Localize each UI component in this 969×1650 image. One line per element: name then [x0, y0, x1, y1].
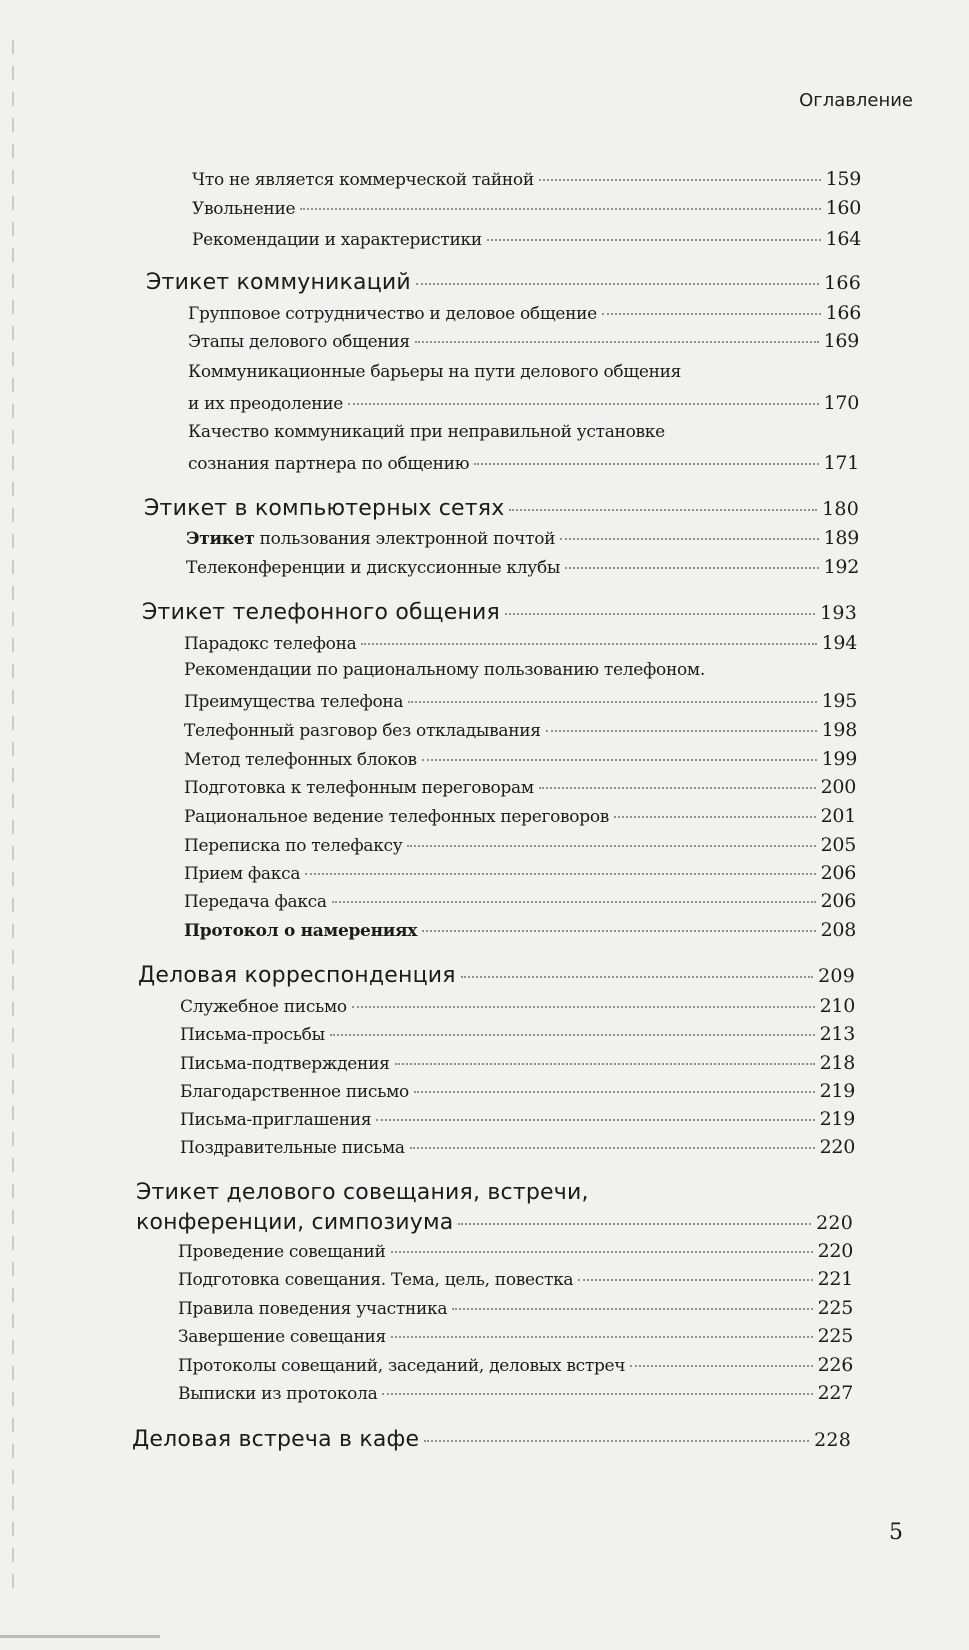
toc-entry: [184, 660, 857, 680]
toc-entry-title-text: Проведение совещаний: [178, 1242, 386, 1262]
running-head: Оглавление: [799, 90, 913, 111]
toc-entry-title: [186, 558, 560, 578]
dot-leader: [414, 1091, 815, 1093]
toc-entry: [186, 527, 859, 549]
toc-entry-title-text: Рекомендации по рациональному пользованию телефоном.: [184, 660, 705, 680]
toc-entry-title: [180, 1082, 409, 1102]
toc-entry-title-text: Рекомендации и характеристики: [192, 230, 482, 250]
toc-entry-page: 164: [825, 228, 861, 250]
dot-leader: [458, 1223, 811, 1225]
toc-entry: [184, 862, 856, 884]
toc-entry-title-text: Благодарственное письмо: [180, 1082, 409, 1102]
dot-leader: [505, 613, 815, 615]
toc-entry-title-bold: Этикет: [186, 529, 255, 549]
toc-entry-page: 171: [823, 452, 859, 474]
dot-leader: [332, 901, 816, 903]
dot-leader: [391, 1336, 813, 1338]
toc-entry-title: [184, 836, 402, 856]
page-bottom-edge: [0, 1635, 160, 1638]
toc-entry-title: [180, 1025, 325, 1045]
toc-entry-title-text: Завершение совещания: [178, 1327, 386, 1347]
toc-entry-title-text: Этапы делового общения: [188, 332, 410, 352]
toc-entry-title: [184, 692, 403, 712]
toc-entry: [192, 168, 861, 190]
toc-entry: [180, 1023, 855, 1045]
toc-entry-title: [180, 997, 347, 1017]
toc-entry-page: 160: [825, 197, 861, 219]
toc-entry-title: [178, 1270, 573, 1290]
toc-entry: [142, 600, 857, 625]
toc-entry: [188, 362, 859, 382]
toc-entry-title-text: Поздравительные письма: [180, 1138, 405, 1158]
toc-entry-title-text: Рациональное ведение телефонных переговоров: [184, 807, 610, 827]
toc-entry-page: 225: [817, 1325, 853, 1347]
dot-leader: [408, 701, 816, 703]
dot-leader: [305, 873, 815, 875]
toc-entry-title: [142, 600, 500, 625]
toc-entry-title-text: Этикет в компьютерных сетях: [144, 496, 505, 521]
toc-entry-title-text: Правила поведения участника: [178, 1299, 448, 1319]
toc-entry-title-bold: Протокол о намерениях: [184, 921, 418, 941]
toc-entry-page: 159: [825, 168, 861, 190]
toc-entry-page: 189: [823, 527, 859, 549]
toc-entry-title-text: Переписка по телефаксу: [184, 836, 403, 856]
toc-entry-title: [178, 1327, 386, 1347]
dot-leader: [361, 643, 816, 645]
dot-leader: [407, 845, 815, 847]
toc-entry-page: 219: [819, 1080, 855, 1102]
toc-entry-page: 205: [820, 834, 856, 856]
toc-entry: [184, 632, 857, 654]
dot-leader: [452, 1308, 812, 1310]
toc-entry-page: 195: [821, 690, 857, 712]
toc-entry-title-text: Метод телефонных блоков: [184, 750, 417, 770]
toc-entry-page: 193: [820, 602, 857, 624]
toc-entry: [184, 776, 856, 798]
dot-leader: [391, 1251, 813, 1253]
toc-entry-page: 208: [820, 919, 856, 941]
toc-entry-page: 220: [817, 1240, 853, 1262]
toc-entry: [188, 392, 859, 414]
toc-entry-title-text: Протоколы совещаний, заседаний, деловых встреч: [178, 1356, 626, 1376]
toc-entry: [136, 1210, 853, 1235]
toc-entry: [184, 805, 856, 827]
toc-entry-page: 201: [820, 805, 856, 827]
toc-entry-title-text: и их преодоление: [188, 394, 344, 414]
toc-entry-title-text: Письма-подтверждения: [180, 1054, 390, 1074]
toc-entry-title-text: Письма-приглашения: [180, 1110, 372, 1130]
toc-entry-title-text: Парадокс телефона: [184, 634, 357, 654]
toc-entry: [188, 330, 859, 352]
toc-entry-title: [180, 1138, 405, 1158]
toc-entry-title: [178, 1242, 386, 1262]
toc-entry-title: [184, 778, 534, 798]
toc-entry-title-text: Преимущества телефона: [184, 692, 404, 712]
toc-entry-title: [178, 1299, 447, 1319]
toc-entry-page: 169: [823, 330, 859, 352]
dot-leader: [539, 179, 821, 181]
toc-entry-title: [186, 529, 555, 549]
toc-entry-title-text: пользования электронной почтой: [254, 529, 556, 549]
toc-entry-title-text: Деловая встреча в кафе: [132, 1427, 420, 1452]
toc-entry-title: [192, 170, 534, 190]
toc-entry: [188, 452, 859, 474]
toc-entry-title-text: Этикет делового совещания, встречи,: [136, 1180, 589, 1205]
toc-entry-title: [192, 230, 482, 250]
toc-entry: [188, 422, 859, 442]
toc-entry-title-text: Телеконференции и дискуссионные клубы: [186, 558, 561, 578]
toc-entry-page: 219: [819, 1108, 855, 1130]
toc-entry: [188, 302, 861, 324]
toc-entry-title-text: Письма-просьбы: [180, 1025, 325, 1045]
dot-leader: [509, 509, 817, 511]
toc-entry-page: 225: [817, 1297, 853, 1319]
toc-entry: [138, 963, 855, 988]
toc-entry-title-text: Коммуникационные барьеры на пути делового общения: [188, 362, 682, 382]
toc-entry: [178, 1240, 853, 1262]
toc-entry-title-text: Подготовка совещания. Тема, цель, повестка: [178, 1270, 574, 1290]
dot-leader: [424, 1440, 809, 1442]
toc-entry-title-text: Увольнение: [192, 199, 296, 219]
toc-entry: [186, 556, 859, 578]
toc-entry-page: 194: [821, 632, 857, 654]
dot-leader: [578, 1279, 812, 1281]
toc-entry-page: 200: [820, 776, 856, 798]
dot-leader: [395, 1063, 815, 1065]
toc-entry-title: [184, 660, 705, 680]
toc-entry-title: [184, 807, 609, 827]
toc-entry-title: [192, 199, 295, 219]
dot-leader: [630, 1365, 812, 1367]
toc-entry-title: [188, 422, 665, 442]
toc-entry-title-text: Этикет телефонного общения: [142, 600, 500, 625]
toc-entry: [180, 1080, 855, 1102]
toc-entry-title-text: конференции, симпозиума: [136, 1210, 454, 1235]
toc-entry-title-text: Групповое сотрудничество и деловое общение: [188, 304, 597, 324]
toc-entry: [132, 1427, 851, 1452]
dot-leader: [410, 1147, 815, 1149]
toc-entry-title: [184, 721, 541, 741]
toc-entry-page: 206: [820, 862, 856, 884]
dot-leader: [330, 1034, 815, 1036]
dot-leader: [422, 759, 817, 761]
toc-entry-page: 199: [821, 748, 857, 770]
dot-leader: [474, 463, 818, 465]
toc-entry: [144, 496, 859, 521]
toc-entry: [184, 690, 857, 712]
toc-entry-title: [144, 496, 504, 521]
toc-entry-title: [184, 864, 300, 884]
toc-entry: [178, 1268, 853, 1290]
toc-entry: [180, 1052, 855, 1074]
toc-entry-title: [178, 1384, 377, 1404]
toc-entry-page: 180: [822, 498, 859, 520]
toc-entry-title-text: Подготовка к телефонным переговорам: [184, 778, 534, 798]
toc-entry-page: 209: [818, 965, 855, 987]
toc-entry: [180, 1136, 855, 1158]
toc-entry-title: [178, 1356, 625, 1376]
dot-leader: [376, 1119, 814, 1121]
dot-leader: [546, 730, 817, 732]
toc-entry-page: 198: [821, 719, 857, 741]
dot-leader: [602, 313, 821, 315]
toc-entry-title: [136, 1180, 589, 1205]
dot-leader: [416, 283, 819, 285]
dot-leader: [415, 341, 819, 343]
toc-entry-title: [146, 270, 411, 295]
toc-entry: [178, 1325, 853, 1347]
toc-entry-title: [138, 963, 456, 988]
toc-entry-title: [180, 1054, 390, 1074]
toc-entry-title: [188, 394, 343, 414]
toc-entry-title: [180, 1110, 371, 1130]
toc-entry: [136, 1180, 853, 1205]
toc-entry-title-text: сознания партнера по общению: [188, 454, 470, 474]
toc-entry-page: 228: [814, 1429, 851, 1451]
toc-entry-page: 226: [817, 1354, 853, 1376]
toc-entry: [192, 197, 861, 219]
toc-entry-page: 166: [825, 302, 861, 324]
toc-entry-page: 218: [819, 1052, 855, 1074]
toc-entry-title-text: Прием факса: [184, 864, 301, 884]
toc-entry-page: 166: [824, 272, 861, 294]
toc-entry-page: 213: [819, 1023, 855, 1045]
dot-leader: [539, 787, 816, 789]
toc-entry-page: 220: [816, 1212, 853, 1234]
toc-entry-page: 192: [823, 556, 859, 578]
toc-entry: [178, 1297, 853, 1319]
toc-entry: [184, 748, 857, 770]
toc-entry-page: 206: [820, 890, 856, 912]
toc-entry-title-text: Выписки из протокола: [178, 1384, 378, 1404]
toc-entry-title: [184, 892, 327, 912]
toc-entry-title-text: Служебное письмо: [180, 997, 347, 1017]
dot-leader: [348, 403, 819, 405]
page-number: 5: [889, 1520, 903, 1545]
toc-entry-title: [184, 921, 417, 941]
toc-entry-title: [188, 454, 469, 474]
toc-entry-title-text: Передача факса: [184, 892, 327, 912]
toc-entry-title: [188, 362, 681, 382]
dot-leader: [614, 816, 816, 818]
toc-entry-title-text: Деловая корреспонденция: [138, 963, 456, 988]
toc-entry-title-text: Качество коммуникаций при неправильной установке: [188, 422, 665, 442]
toc-entry-title: [188, 304, 597, 324]
toc-entry-title-text: Телефонный разговор без откладывания: [184, 721, 541, 741]
toc-entry: [184, 834, 856, 856]
dot-leader: [422, 930, 816, 932]
toc-entry-title-text: Что не является коммерческой тайной: [192, 170, 534, 190]
toc-entry-page: 221: [817, 1268, 853, 1290]
toc-entry-title: [132, 1427, 419, 1452]
toc-entry: [184, 719, 857, 741]
toc-entry-title: [136, 1210, 453, 1235]
toc-entry-title: [184, 634, 356, 654]
toc-entry: [184, 890, 856, 912]
dot-leader: [487, 239, 821, 241]
dot-leader: [565, 567, 819, 569]
toc-entry-title: [184, 750, 417, 770]
toc-entry: [180, 1108, 855, 1130]
dot-leader: [461, 976, 813, 978]
toc-entry-page: 227: [817, 1382, 853, 1404]
toc-entry: [192, 228, 861, 250]
dot-leader: [382, 1393, 812, 1395]
toc-entry: [178, 1354, 853, 1376]
toc-entry-title: [188, 332, 410, 352]
toc-entry: [146, 270, 861, 295]
toc-entry-page: 170: [823, 392, 859, 414]
toc-entry-page: 210: [819, 995, 855, 1017]
toc-entry-title-text: Этикет коммуникаций: [146, 270, 411, 295]
toc-entry-page: 220: [819, 1136, 855, 1158]
toc-entry: [184, 919, 856, 941]
page-edge-shadow: [12, 40, 14, 1600]
dot-leader: [300, 208, 820, 210]
dot-leader: [352, 1006, 815, 1008]
dot-leader: [560, 538, 818, 540]
toc-entry: [178, 1382, 853, 1404]
toc-entry: [180, 995, 855, 1017]
